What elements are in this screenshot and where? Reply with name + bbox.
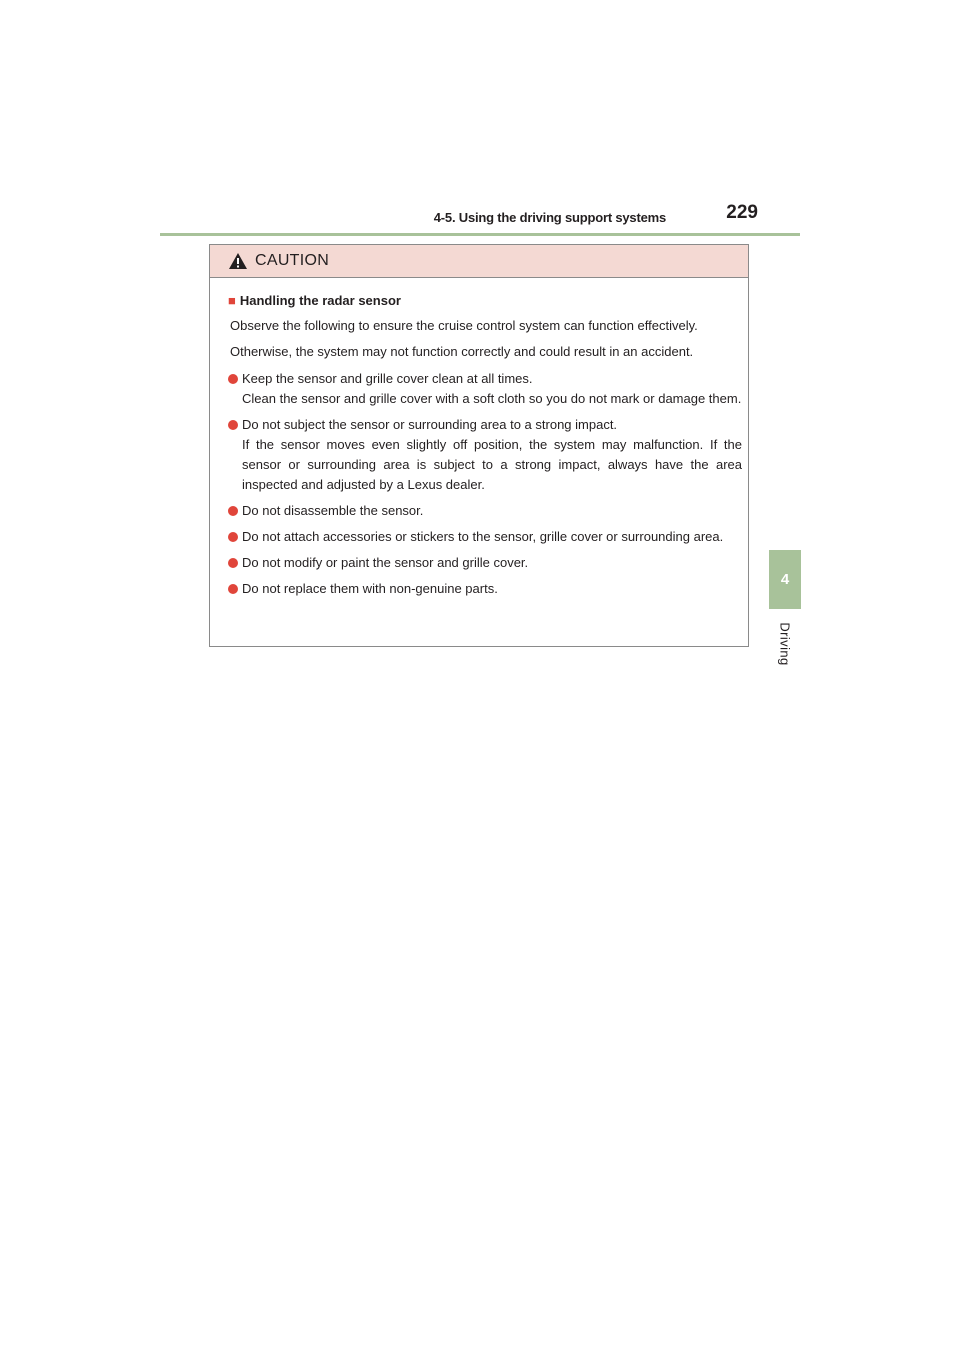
list-item-text: [242, 415, 742, 495]
list-item: [228, 415, 742, 495]
caution-body: [210, 278, 748, 599]
intro-paragraph: Observe the following to ensure the cruise control system can function effectively.: [230, 318, 698, 333]
square-bullet-icon: ■: [228, 293, 236, 308]
list-item-text: Do not disassemble the sensor.: [242, 503, 424, 518]
page-header: [160, 196, 758, 232]
chapter-tab: [769, 550, 801, 609]
chapter-label: Driving: [777, 622, 793, 666]
section-title: 4-5. Using the driving support systems: [433, 210, 666, 225]
intro-paragraph: Otherwise, the system may not function correctly and could result in an accident.: [230, 344, 694, 359]
caution-header: [210, 245, 748, 278]
round-bullet-icon: [228, 506, 238, 516]
round-bullet-icon: [228, 558, 238, 568]
round-bullet-icon: [228, 532, 238, 542]
round-bullet-icon: [228, 374, 238, 384]
list-item-main: Keep the sensor and grille cover clean at all times.: [242, 371, 533, 386]
list-item: [228, 527, 742, 547]
list-item-text: Do not attach accessories or stickers to the sensor, grille cover or surrounding area.: [242, 529, 724, 544]
round-bullet-icon: [228, 584, 238, 594]
list-item-detail: Clean the sensor and grille cover with a soft cloth so you do not mark or damage them.: [242, 391, 742, 406]
chapter-number: 4: [780, 571, 790, 588]
sub-heading-text: Handling the radar sensor: [239, 293, 401, 308]
list-item: [228, 369, 742, 409]
caution-box: [209, 244, 749, 647]
list-item-main: Do not subject the sensor or surrounding area to a strong impact.: [242, 417, 618, 432]
sub-heading: [228, 291, 742, 311]
warning-triangle-icon: [228, 252, 248, 270]
caution-list: [228, 369, 742, 599]
page-number: 229: [726, 202, 758, 223]
header-divider: [160, 233, 800, 236]
list-item: [228, 579, 742, 599]
list-item: [228, 553, 742, 573]
round-bullet-icon: [228, 420, 238, 430]
caution-title: CAUTION: [255, 252, 330, 269]
list-item: [228, 501, 742, 521]
list-item-text: Do not replace them with non-genuine parts.: [242, 581, 498, 596]
list-item-text: [242, 369, 742, 409]
list-item-text: Do not modify or paint the sensor and grille cover.: [242, 555, 529, 570]
list-item-detail: If the sensor moves even slightly off position, the system may malfunction. If the sensor or surrounding area is subject to a strong impact, always have the area inspected and adjusted by a Lexus dealer.: [242, 437, 742, 492]
